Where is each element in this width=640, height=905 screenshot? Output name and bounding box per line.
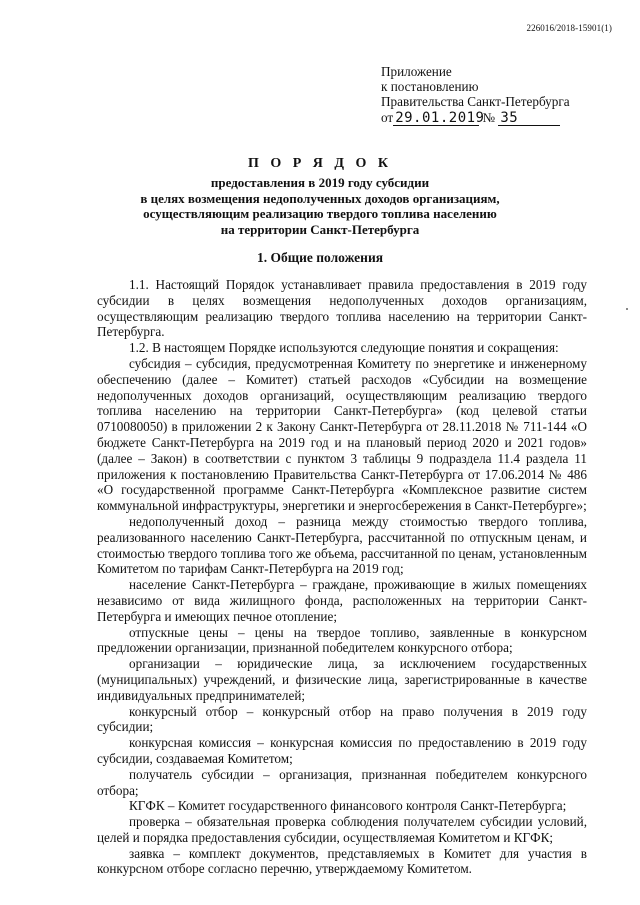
appendix-number: 35 bbox=[500, 109, 519, 126]
subtitle-line-4: на территории Санкт-Петербурга bbox=[220, 221, 420, 237]
subtitle-line-2: в целях возмещения недополученных доходов организациям, bbox=[140, 190, 500, 206]
definition-recipient: получатель субсидии – организация, признанная победителем конкурсного отбора; bbox=[97, 766, 587, 798]
appendix-line-2: к постановлению bbox=[381, 79, 479, 95]
document-subtitle bbox=[0, 175, 640, 237]
date-prefix: от bbox=[381, 109, 394, 125]
scan-speck bbox=[626, 308, 628, 310]
definition-organizations: организации – юридические лица, за исключением государственных (муниципальных) учреждений, и физические лица, зарегистрированные в качестве индивидуальных предпринимателей; bbox=[97, 656, 587, 703]
appendix-line-3: Правительства Санкт-Петербурга bbox=[381, 94, 570, 110]
appendix-block bbox=[381, 64, 611, 126]
document-id: 226016/2018-15901(1) bbox=[526, 23, 612, 33]
definition-subsidy: субсидия – субсидия, предусмотренная Комитету по энергетике и инженерному обеспечению (далее – Комитет) статьей расходов «Субсидии на возмещение недополученных доходов организаций, осуществляющим реализацию твердого топлива населению на территории Санкт-Петербурга» (код целевой статьи 0710080050) в приложении 2 к Закону Санкт-Петербурга от 28.11.2018 № 711-144 «О бюджете Санкт-Петербурга на 2019 год и на плановый период 2020 и 2021 годов» (далее – Закон) в соответствии с пунктом 3 таблицы 9 подраздела 11.4 раздела 11 приложения к постановлению Правительства Санкт-Петербурга от 17.06.2014 № 486 «О государственной программе Санкт-Петербурга «Комплексное развитие систем коммунальной инфраструктуры, энергетики и энергосбережения в Санкт-Петербурге»; bbox=[97, 355, 587, 514]
section-heading: 1. Общие положения bbox=[256, 250, 384, 265]
definition-selling-prices: отпускные цены – цены на твердое топливо, заявленные в конкурсном предложении организации, признанной победителем конкурсного отбора; bbox=[97, 624, 587, 656]
subtitle-line-3: осуществляющим реализацию твердого топлива населению bbox=[143, 206, 497, 222]
paragraph-1-2: 1.2. В настоящем Порядке используются следующие понятия и сокращения: bbox=[129, 340, 559, 356]
definition-lost-income: недополученный доход – разница между стоимостью твердого топлива, реализованного населению Санкт-Петербурга, рассчитанной по отпускным ценам, и стоимостью твердого топлива того же объема, рассчитанной по ценам, установленным Комитетом по тарифам Санкт-Петербурга на 2019 год; bbox=[97, 513, 587, 577]
appendix-date-line bbox=[381, 110, 611, 126]
definition-application: заявка – комплект документов, представляемых в Комитет для участия в конкурсном отборе согласно перечню, утверждаемому Комитетом. bbox=[97, 845, 587, 877]
document-title: П О Р Я Д О К bbox=[247, 156, 393, 171]
paragraph-1-1: 1.1. Настоящий Порядок устанавливает правила предоставления в 2019 году субсидии в целях возмещения недополученных доходов организациям, осуществляющим реализацию твердого топлива населению на территории Санкт-Петербурга. bbox=[97, 277, 587, 340]
definition-competition-commission: конкурсная комиссия – конкурсная комиссия по предоставлению в 2019 году субсидии, создаваемая Комитетом; bbox=[97, 735, 587, 766]
definition-kgfk: КГФК – Комитет государственного финансового контроля Санкт-Петербурга; bbox=[129, 798, 567, 814]
document-body bbox=[97, 277, 587, 877]
appendix-line-1: Приложение bbox=[381, 64, 452, 79]
appendix-date: 29.01.2019 bbox=[395, 109, 485, 126]
definition-competitive-selection: конкурсный отбор – конкурсный отбор на право получения в 2019 году субсидии; bbox=[97, 703, 587, 735]
definition-inspection: проверка – обязательная проверка соблюдения получателем субсидии условий, целей и порядка предоставления субсидии, осуществляемая Комитетом и КГФК; bbox=[97, 814, 587, 845]
number-prefix: № bbox=[482, 109, 496, 125]
definition-population: население Санкт-Петербурга – граждане, проживающие в жилых помещениях независимо от вида жилищного фонда, расположенных на территории Санкт-Петербурга и имеющих печное отопление; bbox=[97, 577, 587, 624]
subtitle-line-1: предоставления в 2019 году субсидии bbox=[210, 175, 430, 190]
